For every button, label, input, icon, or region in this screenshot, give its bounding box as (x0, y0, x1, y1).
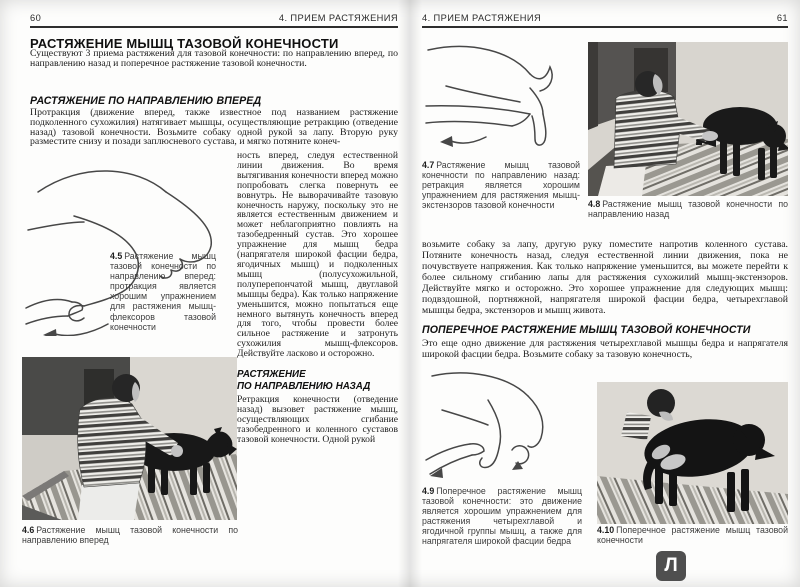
running-header-right: 4. ПРИЕМ РАСТЯЖЕНИЯ (422, 13, 542, 23)
page-number-right: 61 (776, 13, 788, 23)
photo-4-6-scene (22, 357, 237, 520)
figure-4-8-caption (588, 199, 788, 219)
figure-4-7-drawing (424, 36, 584, 156)
labirint-watermark-logo: Л (656, 551, 686, 581)
figure-4-10-caption-text: Поперечное растяжение мышц тазовой конечности (597, 525, 788, 546)
figure-4-10-number: 4.10 (597, 525, 615, 535)
paragraph-lateral: Это еще одно движение для растяжения четырехглавой мышцы бедра и напрягателя широкой фасции бедра. Возьмите собаку за тазовую конечность, (422, 338, 788, 360)
figure-4-9-number: 4.9 (422, 486, 435, 496)
photo-4-8-scene (588, 42, 788, 196)
section-heading-backward-line1: РАСТЯЖЕНИЕ (237, 369, 306, 381)
figure-4-9-caption (422, 486, 582, 547)
section-heading-forward: РАСТЯЖЕНИЕ ПО НАПРАВЛЕНИЮ ВПЕРЕД (30, 95, 262, 107)
figure-4-6-number: 4.6 (22, 525, 35, 535)
figure-4-8-caption-text: Растяжение мышц тазовой конечности по направлению назад (588, 199, 788, 220)
figure-4-10-caption (597, 525, 788, 545)
figure-4-6-caption (22, 525, 238, 545)
text-column (237, 151, 398, 445)
figure-4-8-number: 4.8 (588, 199, 601, 209)
paragraph-forward-full: Протракция (движение вперед, также известное под названием растяжение подколенного сухожилия) натягивает мышцы, осуществляющие ретракцию (отведение назад) тазовой конечности. Возьмите собаку одной рукой за лапу. Вторую руку разместите снизу и позади заплюсневого сустава, и мягко потяните конеч- (30, 107, 398, 148)
paragraph-continuation: возьмите собаку за лапу, другую руку поместите напротив коленного сустава. Потяните конечность назад, следуя естественной линии движения, пока не почувствуете напряжения. Как только напряжение уменьшится, вы можете перейти к более сильному сгибанию лапы для растяжения сухожилий мышц-экстензоров. Действуйте мягко и осторожно. Это хорошее упражнение для следующих мышц: подвздошной, портняжной, напрягателя широкой фасции бедра, четырехглавой мышцы бедра, экстензоров и мышц живота. (422, 239, 788, 316)
right-page-header (422, 13, 788, 28)
left-page-header (30, 13, 398, 28)
paragraph-forward-column: ность вперед, следуя естественной линии движения. Во время вытягивания конечности вперед можно попробовать слегка повернуть ее вовнутрь. Не выворачивайте тазовую конечность наружу, поскольку это не является естественным движением и может неблагоприятно повлиять на тазобедренный сустав. Это хорошее упражнение для мышц бедра (напрягателя широкой фасции бедра, ягодичных мышц) и подколенных мышц (полусухожильной, полуперепончатой мышц, двуглавой мышцы бедра). Как только напряжение уменьшится, можно попытаться еще немного вытянуть конечность вперед для того, чтобы провести более сильное растяжение и затронуть сухожилия мышц-флексоров. Действуйте ласково и осторожно. (237, 150, 398, 360)
figure-4-5-caption-text: Растяжение мышц тазовой конечности по направлению вперед: протракция является хорошим упражнением для растяжения мышц-флексоров тазовой конечности (110, 251, 216, 332)
figure-4-9-drawing (424, 366, 594, 480)
intro-paragraph: Существуют 3 приема растяжения для тазовой конечности: по направлению вперед, по направлению назад и поперечное растяжение тазовой конечности. (30, 48, 398, 70)
dog-hind-limb-backward-stretch-drawing (424, 36, 584, 156)
dog-hind-limb-lateral-stretch-drawing (424, 366, 594, 480)
page-title: РАСТЯЖЕНИЕ МЫШЦ ТАЗОВОЙ КОНЕЧНОСТИ (30, 36, 339, 51)
page-gutter-shadow (398, 0, 422, 587)
section-heading-backward (237, 369, 398, 392)
figure-4-5-caption (110, 251, 216, 332)
photo-4-6 (22, 357, 237, 520)
photo-4-8 (588, 42, 788, 196)
paragraph-backward: Ретракция конечности (отведение назад) вызовет растяжение мышц, осуществляющих сгибание тазобедренного и коленного суставов тазовой конечности. Одной рукой (237, 394, 398, 445)
figure-4-7-caption-text: Растяжение мышц тазовой конечности по направлению назад: ретракция является хорошим упражнением для растяжения мышц-экстензоров тазовой конечности (422, 160, 580, 211)
section-heading-lateral: ПОПЕРЕЧНОЕ РАСТЯЖЕНИЕ МЫШЦ ТАЗОВОЙ КОНЕЧНОСТИ (422, 324, 751, 336)
figure-4-5-number: 4.5 (110, 251, 123, 261)
figure-4-7-caption (422, 160, 580, 210)
running-header-left: 4. ПРИЕМ РАСТЯЖЕНИЯ (278, 13, 398, 23)
figure-4-7-number: 4.7 (422, 160, 435, 170)
figure-4-6-caption-text: Растяжение мышц тазовой конечности по направлению вперед (22, 525, 238, 546)
figure-4-9-caption-text: Поперечное растяжение мышц тазовой конечности: это движение является хорошим упражнением для растяжения четырехглавой и ягодичной группы мышц, а также для напрягателя широкой фасции бедра (422, 486, 582, 547)
section-heading-backward-line2: ПО НАПРАВЛЕНИЮ НАЗАД (237, 380, 371, 392)
photo-4-10 (597, 382, 788, 524)
photo-4-10-scene (597, 382, 788, 524)
page-number-left: 60 (30, 13, 42, 23)
